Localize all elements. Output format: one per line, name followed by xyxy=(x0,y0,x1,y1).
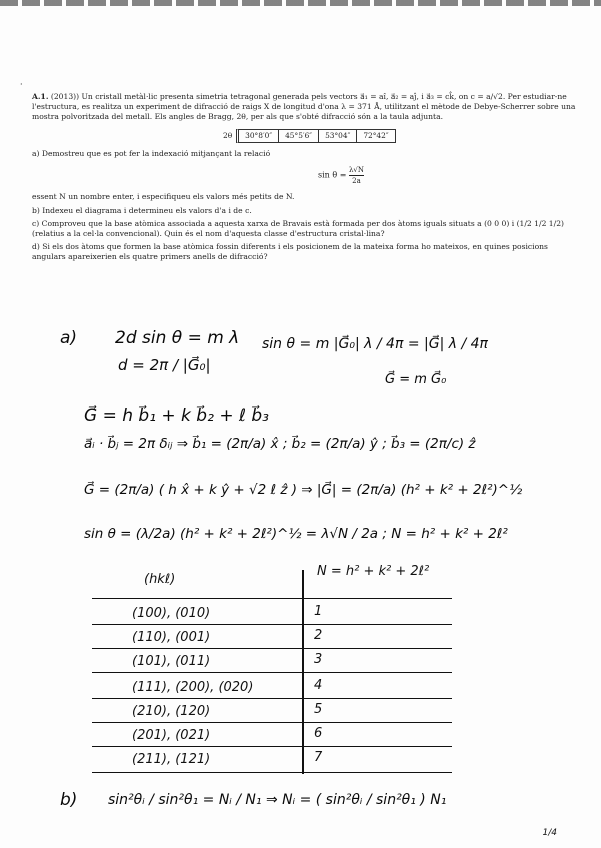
reciprocal-vector: G⃗ = h b⃗₁ + k b⃗₂ + ℓ b⃗₃ xyxy=(84,406,269,426)
table-rule xyxy=(92,648,452,649)
problem-intro xyxy=(32,92,580,123)
formula-denominator: 2a xyxy=(352,177,361,186)
indexing-formula xyxy=(102,165,580,186)
answer-b-label: b) xyxy=(60,790,78,810)
table-row-n: 1 xyxy=(314,604,323,619)
angle-cell: 30°8′0″ xyxy=(236,129,279,143)
table-rule xyxy=(92,746,452,747)
table-rule xyxy=(92,672,452,673)
bragg-angles-table xyxy=(217,129,580,143)
table-header-n: N = h² + k² + 2ℓ² xyxy=(317,564,430,579)
table-row-n: 4 xyxy=(314,678,323,693)
angle-cell: 72°42″ xyxy=(357,129,395,143)
part-c: c) Comproveu que la base atòmica associada a aquesta xarxa de Bravais està formada per dos àtoms iguals situats a (0 0 0) i (1/2 1/2 1/2) (relatius a la cel·la convencional). Quin és el nom d'aquesta classe d'estructura cristal·lina? xyxy=(32,218,564,239)
answer-a-label: a) xyxy=(60,328,78,348)
sin-theta-n: sin θ = (λ/2a) (h² + k² + 2ℓ²)^½ = λ√N / 2a ; N = h² + k² + 2ℓ² xyxy=(84,526,508,542)
table-rule xyxy=(92,772,452,773)
table-row-hkl: (210), (120) xyxy=(132,704,211,719)
formula-numerator: λ√N xyxy=(349,165,364,176)
table-row-n: 5 xyxy=(314,702,323,717)
table-row-hkl: (211), (121) xyxy=(132,752,211,767)
table-row-hkl: (201), (021) xyxy=(132,728,211,743)
angle-cell: 45°5′6″ xyxy=(279,129,319,143)
table-rule xyxy=(92,598,452,599)
table-row-n: 7 xyxy=(314,750,323,765)
part-b: b) Indexeu el diagrama i determineu els valors d'a i de c. xyxy=(32,205,252,215)
sin-theta-relation: sin θ = m |G⃗₀| λ / 4π = |G⃗| λ / 4π xyxy=(262,336,488,352)
bragg-law: 2d sin θ = m λ xyxy=(115,328,240,348)
formula-lhs: sin θ = xyxy=(318,170,349,180)
reciprocal-basis: a⃗ᵢ · b⃗ⱼ = 2π δᵢⱼ ⇒ b⃗₁ = (2π/a) x̂ ; b⃗₂ = (2π/a) ŷ ; b⃗₃ = (2π/c) ẑ xyxy=(84,436,476,452)
table-row-hkl: (101), (011) xyxy=(132,654,211,669)
table-row-n: 6 xyxy=(314,726,323,741)
table-rule xyxy=(92,698,452,699)
table-rule xyxy=(92,624,452,625)
table-row-n: 3 xyxy=(314,652,323,667)
table-header-hkl: (hkℓ) xyxy=(144,572,176,587)
margin-mark: · xyxy=(20,80,23,89)
part-a: a) Demostreu que es pot fer la indexació mitjançant la relació xyxy=(32,148,271,158)
plane-spacing: d = 2π / |G⃗₀| xyxy=(118,356,211,374)
problem-statement xyxy=(32,92,580,266)
problem-number: A.1. xyxy=(32,92,49,101)
ratio-relation: sin²θᵢ / sin²θ₁ = Nᵢ / N₁ ⇒ Nᵢ = ( sin²θᵢ / sin²θ₁ ) N₁ xyxy=(108,792,447,808)
part-d: d) Si els dos àtoms que formen la base atòmica fossin diferents i els posicionem de la mateixa forma ho mateixos, en quines posicions angulars apareixerien els quatre primers anells de difracció? xyxy=(32,242,548,262)
table-row-n: 2 xyxy=(314,628,323,643)
page-number: 1/4 xyxy=(542,828,557,838)
table-row-hkl: (111), (200), (020) xyxy=(132,680,254,695)
table-rule xyxy=(92,722,452,723)
scan-top-edge xyxy=(0,0,601,6)
angle-cell: 53°04″ xyxy=(319,129,357,143)
g-vector-multiple: G⃗ = m G⃗₀ xyxy=(385,372,447,387)
table-row-hkl: (100), (010) xyxy=(132,606,211,621)
angles-label: 2θ xyxy=(223,130,233,140)
part-a-continued: essent N un nombre enter, i especifiqueu els valors més petits de N. xyxy=(32,192,295,202)
g-magnitude: G⃗ = (2π/a) ( h x̂ + k ŷ + √2 ℓ ẑ ) ⇒ |G⃗| = (2π/a) (h² + k² + 2ℓ²)^½ xyxy=(84,482,523,498)
formula-fraction xyxy=(349,165,364,186)
table-row-hkl: (110), (001) xyxy=(132,630,211,645)
problem-intro-text: (2013)) Un cristall metàl·lic presenta simetria tetragonal generada pels vectors a⃗₁ = aî, a⃗₂ = aĵ, i a⃗₃ = ck̂, on c = a/√2. Per estudiar-ne l'estructura, es realitza un experiment de difracció de raigs X de longitud d'ona λ = 371 Å, utilitzant el mètode de Debye-Scherrer sobre una mostra polvoritzada del metall. Els angles de Bragg, 2θ, per als que s'obté difracció són a la taula adjunta. xyxy=(32,92,576,122)
